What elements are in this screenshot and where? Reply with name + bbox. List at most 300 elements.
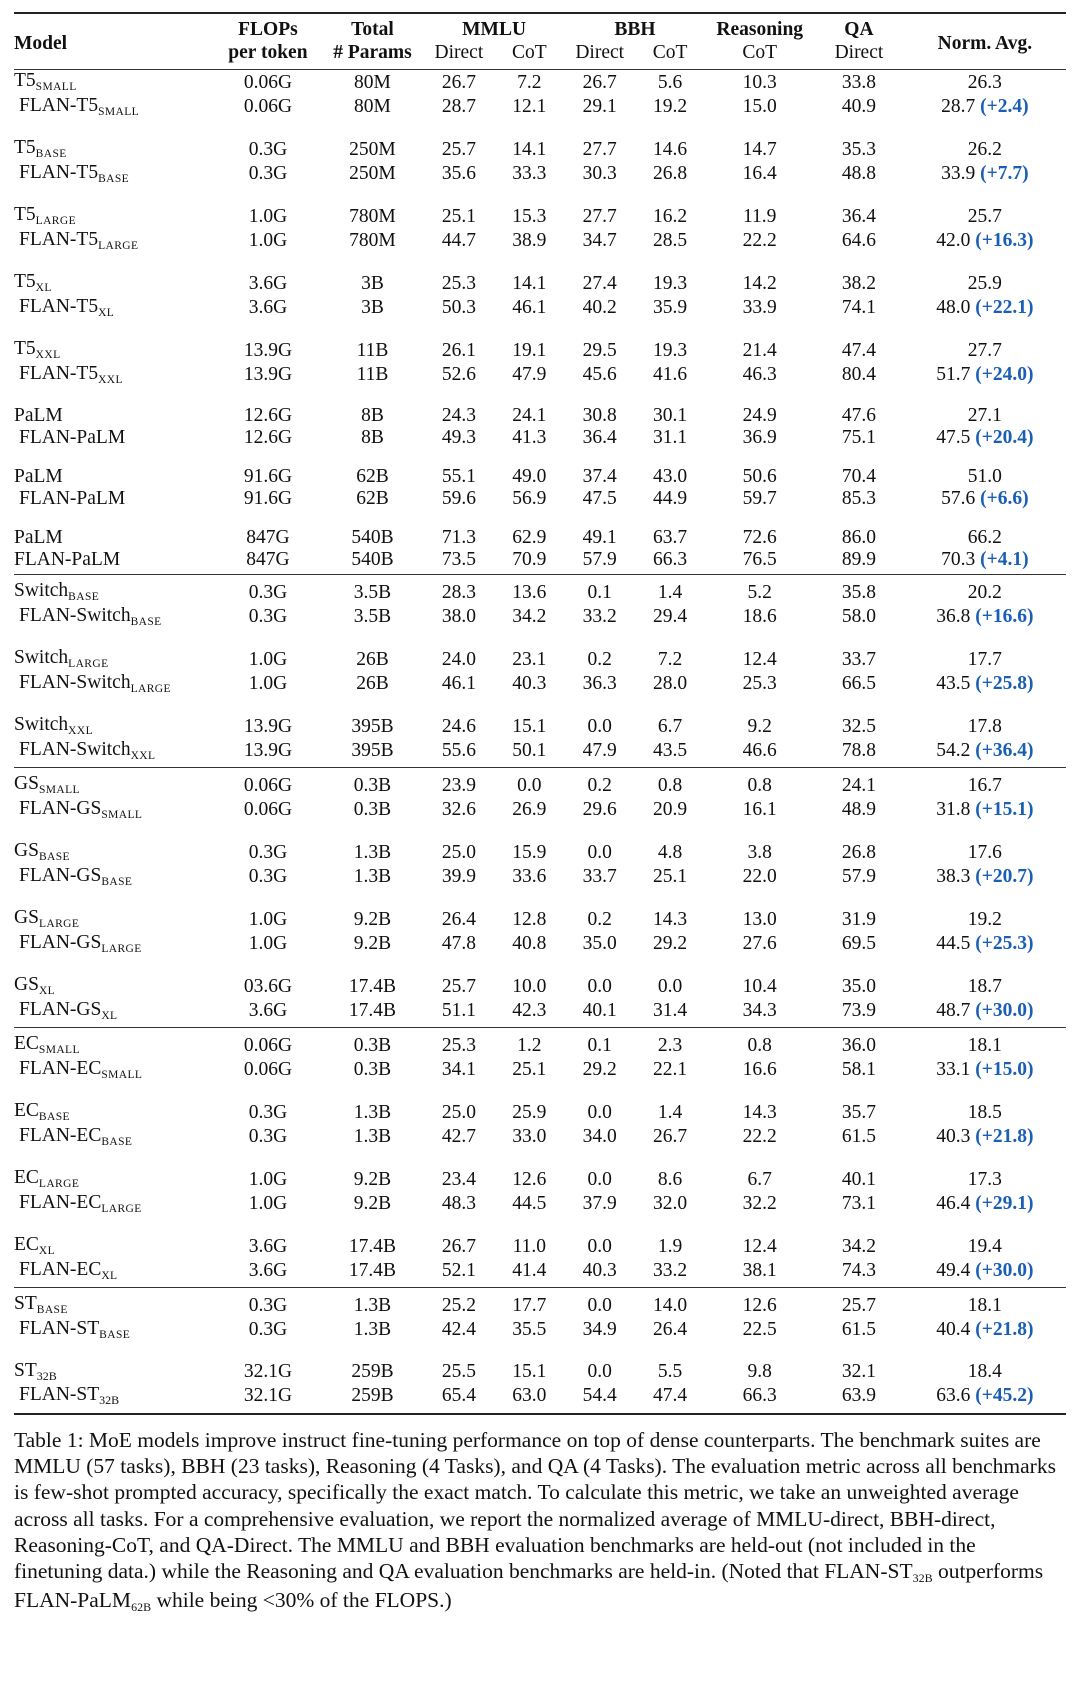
mmlu-cot-cell: 11.0 [512,1235,546,1257]
results-table [14,12,1066,1415]
params-cell: 395B [351,715,394,737]
flops-cell: 03.6G [243,975,293,997]
reasoning-cot-cell: 12.4 [742,648,777,670]
mmlu-cot-cell: 40.8 [512,933,547,954]
norm-avg-value: 25.7 [967,205,1002,227]
mmlu-cot-cell: 70.9 [494,549,564,575]
bbh-cot-cell: 30.1 [653,405,688,426]
table-row [14,739,1066,768]
model-size-subscript: BASE [35,148,67,160]
reasoning-cot-cell: 24.9 [742,405,777,426]
table-row [14,70,1066,95]
qa-direct-cell: 61.5 [841,1319,876,1340]
table-header [14,13,1066,70]
model-name: FLAN-EC [19,1191,102,1213]
norm-avg-cell [904,253,1066,296]
table-row [14,956,1066,999]
qa-direct-cell: 58.1 [841,1059,876,1080]
qa-direct-cell: 80.4 [841,364,876,385]
mmlu-cot-cell: 41.3 [512,426,547,448]
reasoning-cot-cell: 72.6 [742,527,777,548]
mmlu-cot-cell: 49.0 [512,466,547,487]
model-size-subscript: BASE [130,615,162,628]
caption-model-name: FLAN-ST [824,1559,913,1584]
params-cell: 1.3B [353,1294,392,1316]
flops-cell: 0.06G [243,1059,293,1080]
bbh-cot-cell: 29.2 [653,933,688,954]
mmlu-cot-cell: 40.3 [512,673,547,694]
qa-direct-cell: 70.4 [841,466,876,487]
model-size-subscript: SMALL [101,1068,143,1081]
mmlu-cot-cell: 44.5 [512,1193,547,1214]
norm-avg-cell [904,162,1066,187]
norm-avg-value: 28.7 [941,96,976,117]
params-cell: 540B [321,549,423,575]
mmlu-direct-cell: 25.5 [441,1361,476,1382]
model-cell [14,696,215,739]
header-reasoning-cot: CoT [742,42,778,63]
model-cell [14,672,215,697]
header-mmlu: MMLU [462,19,527,40]
qa-direct-cell: 35.3 [841,138,876,160]
bbh-cot-cell: 16.2 [653,205,688,227]
norm-avg-cell [904,448,1066,488]
mmlu-direct-cell: 26.7 [441,1235,476,1257]
model-cell [14,1318,215,1343]
model-name: T5 [14,70,36,91]
mmlu-cot-cell: 25.9 [512,1101,547,1123]
gain-value: (+30.0) [975,1260,1034,1281]
norm-avg-value: 51.0 [967,466,1002,487]
model-name: FLAN-ST [19,1383,100,1405]
table-row [14,822,1066,865]
flops-cell: 847G [246,527,290,548]
mmlu-cot-cell: 13.6 [512,581,547,603]
table-row [14,363,1066,388]
header-qa-direct: Direct [834,42,884,63]
qa-direct-cell: 26.8 [841,841,876,863]
caption-model-flan-palm [14,1588,152,1615]
mmlu-direct-cell: 55.1 [441,466,476,487]
gain-value: (+30.0) [975,1000,1034,1021]
norm-avg-cell [904,865,1066,890]
bbh-direct-cell: 27.4 [582,272,617,294]
header-norm-avg: Norm. Avg. [937,33,1033,54]
gain-value: (+16.6) [975,606,1034,627]
norm-avg-value: 31.8 [936,799,971,820]
params-cell: 11B [356,364,389,385]
reasoning-cot-cell: 9.8 [747,1361,772,1382]
bbh-direct-cell: 54.4 [565,1384,635,1415]
bbh-direct-cell: 37.9 [582,1193,617,1214]
table-row [14,605,1066,630]
header-mmlu-cot: CoT [511,42,547,63]
reasoning-cot-cell: 38.1 [705,1259,814,1288]
norm-avg-value: 27.7 [967,339,1002,361]
mmlu-cot-cell: 46.1 [512,297,547,318]
norm-avg-value: 47.5 [936,426,971,448]
reasoning-cot-cell: 6.7 [747,1168,772,1190]
norm-avg-value: 25.9 [967,272,1002,294]
model-name: Switch [14,714,69,735]
qa-direct-cell: 73.1 [841,1193,876,1214]
bbh-cot-cell: 26.8 [653,163,688,184]
model-cell [14,229,215,254]
model-cell [14,387,215,427]
reasoning-cot-cell: 13.0 [742,908,777,930]
mmlu-direct-cell: 47.8 [441,933,476,954]
bbh-cot-cell: 41.6 [653,364,688,385]
mmlu-direct-cell: 65.4 [424,1384,494,1415]
bbh-cot-cell: 28.0 [653,673,688,694]
table-row [14,932,1066,957]
bbh-cot-cell: 14.0 [653,1294,688,1316]
bbh-direct-cell: 0.1 [587,581,612,603]
table-row [14,1288,1066,1318]
qa-direct-cell: 63.9 [814,1384,904,1415]
model-size-subscript: SMALL [38,1044,80,1056]
norm-avg-cell [904,1028,1066,1058]
flops-cell: 1.0G [248,230,288,251]
table-row [14,509,1066,549]
norm-avg-cell [904,798,1066,823]
norm-avg-cell [904,387,1066,427]
model-name: GS [14,907,39,928]
bbh-direct-cell: 29.2 [582,1059,617,1080]
reasoning-cot-cell: 22.0 [742,866,777,887]
bbh-direct-cell: 49.1 [582,527,617,548]
reasoning-cot-cell: 25.3 [742,673,777,694]
table-body [14,70,1066,1415]
model-name: GS [14,773,39,794]
params-cell: 8B [361,405,384,426]
norm-avg-value: 63.6 [936,1384,971,1406]
model-name: T5 [14,204,36,225]
bbh-direct-cell: 33.7 [582,866,617,887]
bbh-cot-cell: 63.7 [653,527,688,548]
norm-avg-value: 42.0 [936,230,971,251]
norm-avg-cell [904,186,1066,229]
model-name: FLAN-T5 [19,161,99,183]
flops-cell: 91.6G [243,466,293,487]
flops-cell: 1.0G [248,648,288,670]
bbh-cot-cell: 47.4 [635,1384,705,1415]
qa-direct-cell: 33.7 [841,648,876,670]
caption-text: Table 1: MoE models improve instruct fine-tuning performance on top of dense counterparts. The benchmark suites are MMLU (57 tasks), BBH (23 tasks), Reasoning (4 Tasks), and QA (4 Tasks). The evaluation metric across all benchmarks is few-shot prompted accuracy, specifically the exact match. To calculate this metric, we take an unweighted average across all tasks. For a comprehensive evaluation, we report the normalized average of MMLU-direct, BBH-direct, Reasoning-CoT, and QA-Direct. The MMLU and BBH evaluation benchmarks are held-out (not included in the finetuning data.) while the Reasoning and QA evaluation benchmarks are held-in. (Noted that [14,1428,1056,1584]
model-cell [14,956,215,999]
gain-value: (+22.1) [975,297,1034,318]
mmlu-direct-cell: 25.3 [441,1034,476,1056]
gain-value: (+21.8) [975,1319,1034,1340]
mmlu-cot-cell: 14.1 [512,138,547,160]
norm-avg-cell [904,488,1066,510]
bbh-cot-cell: 14.3 [653,908,688,930]
norm-avg-value: 38.3 [936,866,971,887]
qa-direct-cell: 36.0 [841,1034,876,1056]
mmlu-cot-cell: 15.9 [512,841,547,863]
params-cell: 62B [356,466,389,487]
qa-direct-cell: 25.7 [841,1294,876,1316]
mmlu-cot-cell: 15.3 [512,205,547,227]
norm-avg-value: 40.4 [936,1319,971,1340]
mmlu-direct-cell: 28.7 [441,96,476,117]
table-row [14,1028,1066,1058]
reasoning-cot-cell: 12.6 [742,1294,777,1316]
model-name: FLAN-ST [19,1317,100,1339]
reasoning-cot-cell: 34.3 [705,999,814,1028]
model-size-subscript: BASE [68,591,100,603]
model-cell [14,549,215,575]
params-cell: 9.2B [353,1168,392,1190]
mmlu-cot-cell: 42.3 [494,999,564,1028]
reasoning-cot-cell: 22.2 [742,1126,777,1147]
params-cell: 26B [356,648,389,670]
norm-avg-cell [904,70,1066,95]
qa-direct-cell: 86.0 [841,527,876,548]
bbh-direct-cell: 30.3 [582,163,617,184]
model-cell [14,70,215,95]
flops-cell: 847G [215,549,322,575]
table-row [14,162,1066,187]
model-cell [14,822,215,865]
mmlu-direct-cell: 59.6 [441,487,476,509]
caption-model-subscript: 62B [131,1600,152,1615]
norm-avg-value: 18.7 [967,975,1002,997]
bbh-cot-cell: 35.9 [653,297,688,318]
bbh-direct-cell: 0.0 [587,1294,612,1316]
params-cell: 17.4B [348,975,397,997]
table-row [14,1216,1066,1259]
mmlu-cot-cell: 47.9 [512,364,547,385]
mmlu-direct-cell: 44.7 [441,230,476,251]
reasoning-cot-cell: 14.3 [742,1101,777,1123]
norm-avg-cell [904,1318,1066,1343]
model-size-subscript: SMALL [98,105,140,118]
flops-cell: 3.6G [248,1235,288,1257]
norm-avg-cell [904,999,1066,1028]
norm-avg-value: 33.9 [941,163,976,184]
model-name: ST [14,1360,37,1381]
bbh-cot-cell: 8.6 [657,1168,683,1190]
model-size-subscript: LARGE [101,942,142,955]
mmlu-cot-cell: 10.0 [512,975,547,997]
reasoning-cot-cell: 33.9 [742,297,777,318]
gain-value: (+2.4) [980,96,1029,117]
model-size-subscript: BASE [101,1135,133,1148]
table-row [14,1082,1066,1125]
bbh-direct-cell: 0.0 [587,1361,612,1382]
mmlu-cot-cell: 26.9 [512,799,547,820]
paper-page [14,12,1066,1638]
norm-avg-value: 20.2 [967,581,1002,603]
flops-cell: 3.6G [215,999,322,1028]
norm-avg-cell [904,549,1066,575]
norm-avg-cell [904,509,1066,549]
norm-avg-cell [904,672,1066,697]
bbh-direct-cell: 0.2 [587,648,612,670]
params-cell: 17.4B [321,1259,423,1288]
reasoning-cot-cell: 10.3 [742,71,777,93]
norm-avg-value: 46.4 [936,1193,971,1214]
mmlu-direct-cell: 26.4 [441,908,476,930]
bbh-direct-cell: 29.1 [582,96,617,117]
params-cell: 780M [349,205,396,227]
bbh-cot-cell: 19.3 [653,272,688,294]
mmlu-direct-cell: 25.0 [441,841,476,863]
model-name: T5 [14,271,36,292]
table-row [14,229,1066,254]
table-row [14,320,1066,363]
mmlu-cot-cell: 17.7 [512,1294,547,1316]
mmlu-cot-cell: 0.0 [517,774,542,796]
header-flops-sub: per token [228,42,308,63]
norm-avg-cell [904,427,1066,449]
model-cell [14,605,215,630]
bbh-direct-cell: 40.3 [565,1259,635,1288]
bbh-cot-cell: 14.6 [653,138,688,160]
model-name: EC [14,1234,39,1255]
flops-cell: 0.3G [248,1126,288,1147]
mmlu-cot-cell: 34.2 [512,606,547,627]
params-cell: 9.2B [353,933,392,954]
flops-cell: 32.1G [215,1384,322,1415]
norm-avg-value: 36.8 [936,606,971,627]
norm-avg-cell [904,363,1066,388]
norm-avg-cell [904,95,1066,120]
model-name: FLAN-EC [19,1124,102,1146]
flops-cell: 32.1G [243,1361,293,1382]
flops-cell: 1.0G [248,908,288,930]
mmlu-cot-cell: 12.8 [512,908,547,930]
flops-cell: 0.3G [248,841,288,863]
params-cell: 3B [361,272,384,294]
table-row [14,253,1066,296]
model-size-subscript: BASE [36,1304,68,1316]
model-name: FLAN-PaLM [19,426,126,448]
model-cell [14,932,215,957]
model-size-subscript: BASE [99,1328,131,1341]
model-name: FLAN-PaLM [14,548,121,570]
bbh-direct-cell: 0.0 [587,1168,612,1190]
model-name: FLAN-GS [19,864,102,886]
bbh-cot-cell: 19.3 [653,339,688,361]
params-cell: 3B [361,297,384,318]
gain-value: (+6.6) [980,487,1029,509]
flops-cell: 0.3G [248,1319,288,1340]
qa-direct-cell: 35.8 [841,581,876,603]
qa-direct-cell: 40.1 [841,1168,876,1190]
norm-avg-value: 48.0 [936,297,971,318]
norm-avg-value: 43.5 [936,673,971,694]
model-name: FLAN-T5 [19,295,99,317]
model-size-subscript: XXL [98,373,123,386]
flops-cell: 0.06G [243,96,293,117]
norm-avg-value: 17.8 [967,715,1002,737]
bbh-cot-cell: 22.1 [653,1059,688,1080]
bbh-cot-cell: 32.0 [653,1193,688,1214]
caption-text: outperforms [932,1559,1044,1584]
bbh-cot-cell: 4.8 [657,841,683,863]
model-cell [14,95,215,120]
mmlu-cot-cell: 12.6 [512,1168,547,1190]
mmlu-direct-cell: 39.9 [441,866,476,887]
table-row [14,119,1066,162]
flops-cell: 0.3G [248,163,288,184]
qa-direct-cell: 32.1 [841,1361,876,1382]
mmlu-direct-cell: 34.1 [441,1059,476,1080]
table-row [14,1125,1066,1150]
qa-direct-cell: 69.5 [841,933,876,954]
mmlu-direct-cell: 25.3 [441,272,476,294]
reasoning-cot-cell: 10.4 [742,975,777,997]
table-row [14,186,1066,229]
model-size-subscript: XXL [130,749,156,762]
norm-avg-cell [904,1342,1066,1384]
qa-direct-cell: 74.1 [841,297,876,318]
qa-direct-cell: 32.5 [841,715,876,737]
model-size-subscript: LARGE [130,682,171,695]
model-size-subscript: SMALL [101,808,143,821]
model-cell [14,488,215,510]
qa-direct-cell: 57.9 [841,866,876,887]
reasoning-cot-cell: 14.2 [742,272,777,294]
reasoning-cot-cell: 21.4 [742,339,777,361]
qa-direct-cell: 89.9 [814,549,904,575]
bbh-cot-cell: 7.2 [657,648,683,670]
table-row [14,768,1066,798]
bbh-cot-cell: 20.9 [653,799,688,820]
params-cell: 540B [351,527,394,548]
params-cell: 62B [356,487,389,509]
model-name: FLAN-GS [19,931,102,953]
norm-avg-cell [904,932,1066,957]
header-flops: FLOPs [238,19,298,40]
mmlu-direct-cell: 48.3 [441,1193,476,1214]
model-name: PaLM [14,527,63,548]
flops-cell: 3.6G [215,1259,322,1288]
mmlu-cot-cell: 33.3 [512,163,547,184]
norm-avg-cell [904,1082,1066,1125]
table-row [14,488,1066,510]
gain-value: (+25.8) [975,673,1034,694]
norm-avg-cell [904,1125,1066,1150]
flops-cell: 1.0G [248,933,288,954]
mmlu-direct-cell: 71.3 [441,527,476,548]
params-cell: 259B [321,1384,423,1415]
table-row [14,865,1066,890]
model-size-subscript: LARGE [38,918,80,930]
mmlu-cot-cell: 35.5 [512,1319,547,1340]
bbh-cot-cell: 25.1 [653,866,688,887]
reasoning-cot-cell: 14.7 [742,138,777,160]
model-cell [14,1149,215,1192]
mmlu-direct-cell: 42.7 [441,1126,476,1147]
mmlu-cot-cell: 12.1 [512,96,547,117]
model-name: GS [14,974,39,995]
gain-value: (+25.3) [975,933,1034,954]
model-size-subscript: LARGE [98,239,139,252]
model-cell [14,739,215,768]
qa-direct-cell: 35.0 [841,975,876,997]
params-cell: 17.4B [321,999,423,1028]
flops-cell: 0.06G [243,774,293,796]
mmlu-direct-cell: 25.2 [441,1294,476,1316]
header-qa: QA [844,19,874,40]
norm-avg-value: 18.5 [967,1101,1002,1123]
model-cell [14,889,215,932]
qa-direct-cell: 35.7 [841,1101,876,1123]
bbh-direct-cell: 47.9 [565,739,635,768]
